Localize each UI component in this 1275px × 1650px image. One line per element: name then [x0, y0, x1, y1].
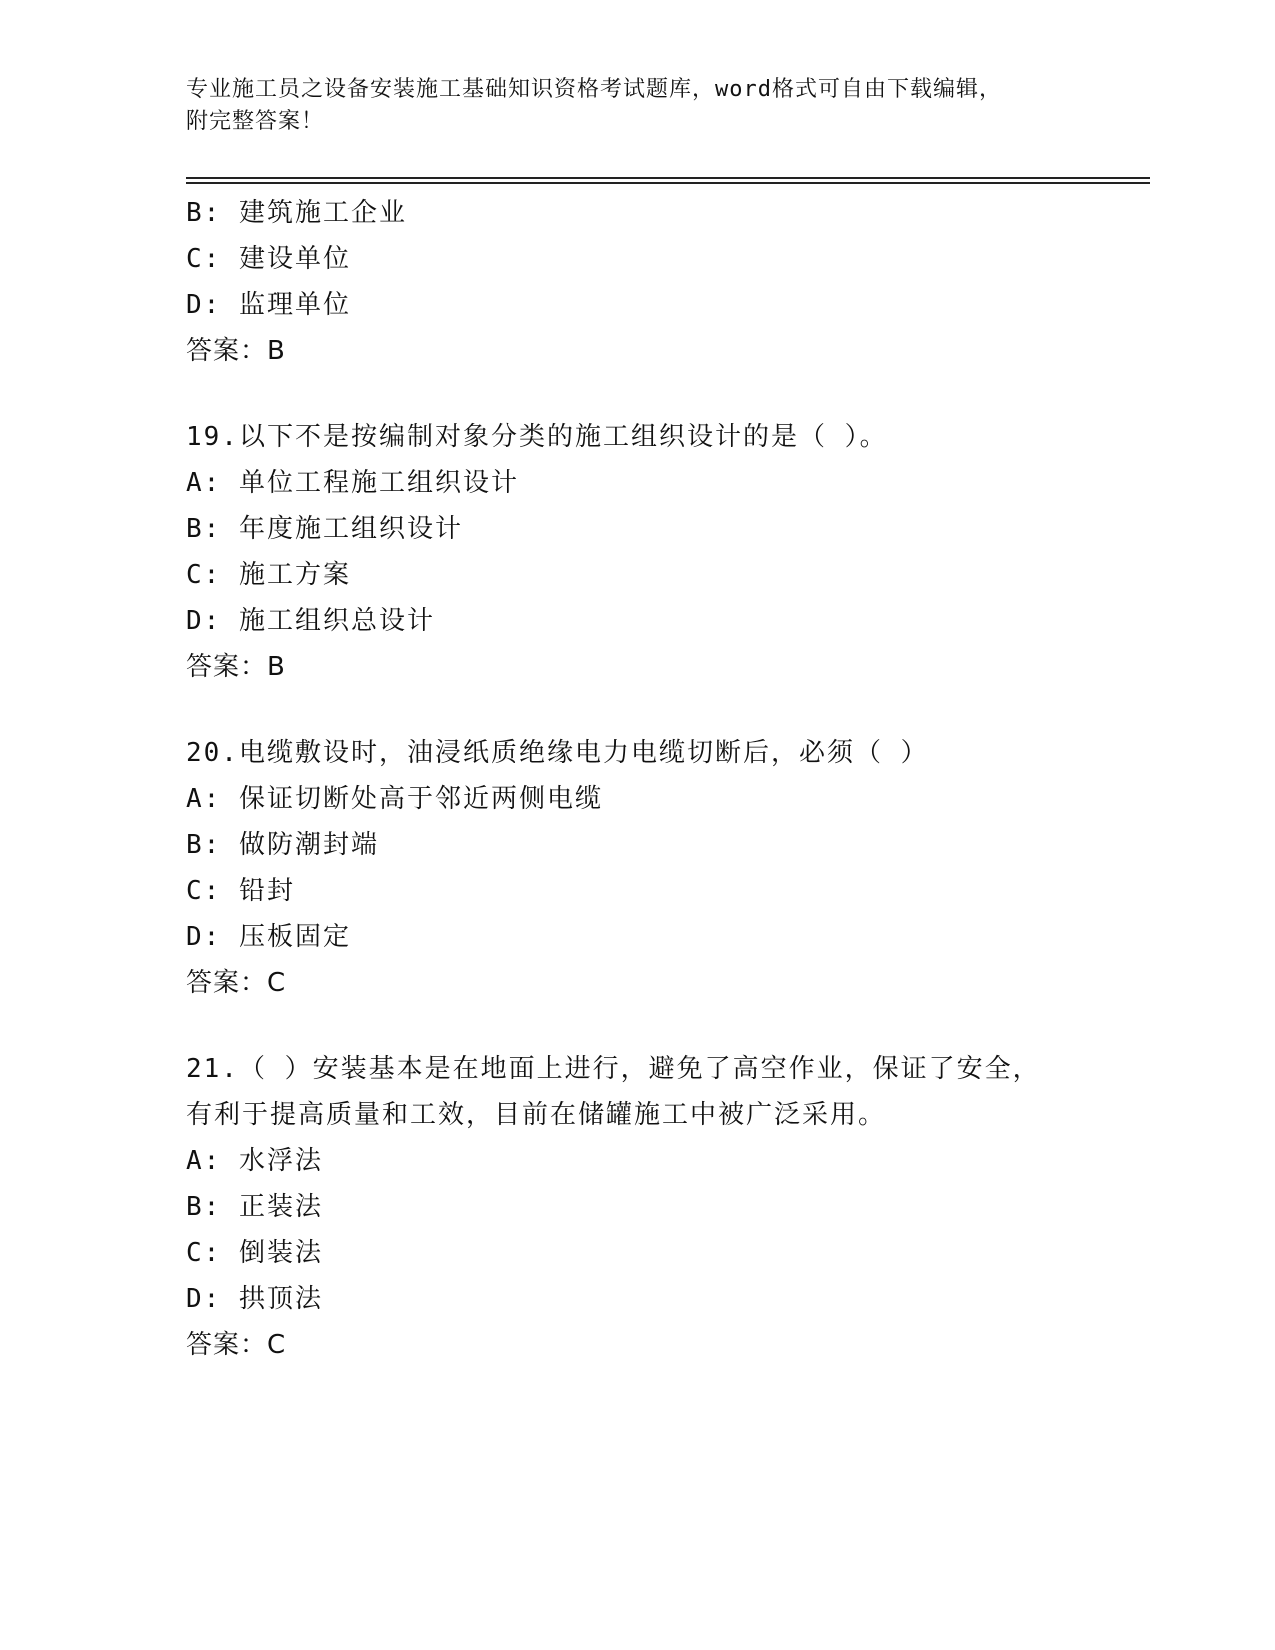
spacer	[186, 374, 1150, 414]
option-d: D: 拱顶法	[186, 1284, 323, 1314]
option-b: B: 正装法	[186, 1192, 323, 1222]
question-text: 20.电缆敷设时，油浸纸质绝缘电力电缆切断后，必须（ ）	[186, 738, 929, 768]
answer: 答案：C	[186, 968, 287, 998]
answer: 答案：B	[186, 336, 286, 366]
question-21	[186, 1046, 1150, 1368]
question-text-line-2: 有利于提高质量和工效，目前在储罐施工中被广泛采用。	[186, 1100, 887, 1130]
question-text: 19.以下不是按编制对象分类的施工组织设计的是（ ）。	[186, 422, 888, 452]
option-a: A: 水浮法	[186, 1146, 323, 1176]
option-c: C: 建设单位	[186, 244, 351, 274]
option-c: C: 倒装法	[186, 1238, 323, 1268]
spacer	[186, 1006, 1150, 1046]
question-20	[186, 730, 1150, 1006]
question-18-continued	[186, 190, 1150, 374]
question-text-line-1: 21.（ ）安装基本是在地面上进行，避免了高空作业，保证了安全，	[186, 1054, 1041, 1084]
option-b: B: 建筑施工企业	[186, 198, 407, 228]
answer: 答案：C	[186, 1330, 287, 1360]
option-d: D: 监理单位	[186, 290, 351, 320]
question-19	[186, 414, 1150, 690]
header-divider-top	[186, 177, 1150, 179]
option-a: A: 单位工程施工组织设计	[186, 468, 519, 498]
header-line-2: 附完整答案！	[186, 109, 325, 134]
answer: 答案：B	[186, 652, 286, 682]
option-c: C: 铅封	[186, 876, 295, 906]
option-a: A: 保证切断处高于邻近两侧电缆	[186, 784, 603, 814]
option-b: B: 做防潮封端	[186, 830, 379, 860]
header-divider-bottom	[186, 182, 1150, 184]
option-c: C: 施工方案	[186, 560, 351, 590]
option-b: B: 年度施工组织设计	[186, 514, 463, 544]
option-d: D: 施工组织总设计	[186, 606, 435, 636]
header-line-1: 专业施工员之设备安装施工基础知识资格考试题库，word格式可自由下载编辑，	[186, 77, 1002, 102]
option-d: D: 压板固定	[186, 922, 351, 952]
document-header	[186, 74, 1106, 138]
spacer	[186, 690, 1150, 730]
question-list	[186, 190, 1150, 1368]
